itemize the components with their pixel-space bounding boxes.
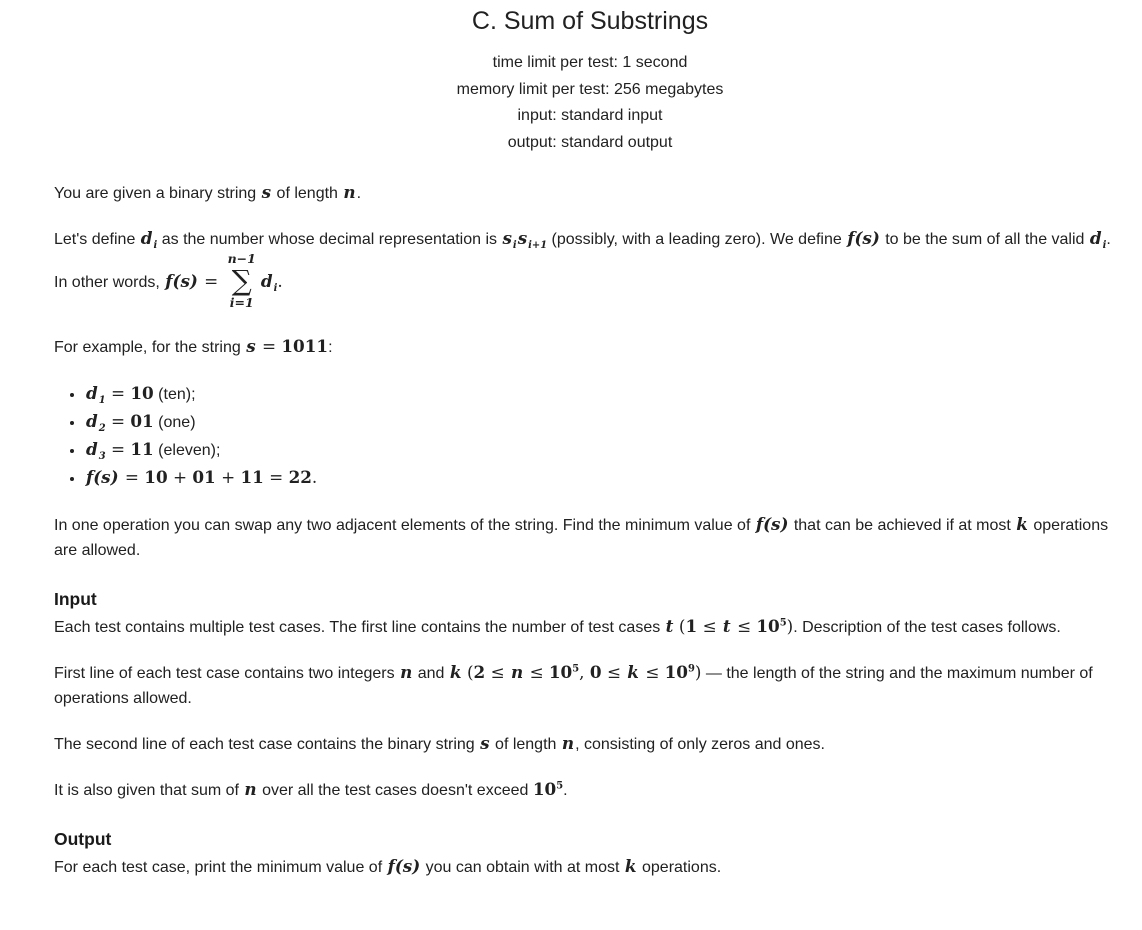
math-operator: =	[263, 467, 289, 487]
input-paragraph-3: The second line of each test case contains the binary string s of length n, consisting of only zeros and ones.	[54, 733, 825, 753]
definition-paragraph: Let's define $d_i$ as the number whose decimal representation is $s_is_{i+1}$ (possibly, with a leading zero). We define f(s) to be the sum of all the valid $d_i$. In other words, f(s) = n−1 ∑ i=1 $d_i$.	[54, 228, 1111, 310]
math-operator: ≤	[639, 662, 665, 682]
math-operator: ≤	[697, 616, 722, 636]
math-variable: n	[244, 779, 257, 799]
intro-paragraph: You are given a binary string s of length n.	[54, 182, 362, 202]
math-subscripted	[1089, 228, 1107, 252]
math-subscripted	[85, 383, 106, 407]
math-superscripted	[548, 662, 580, 682]
problem-statement	[54, 180, 1126, 880]
math-number: 10	[532, 779, 557, 799]
math-operator: .	[277, 271, 283, 292]
math-number: 1011	[281, 336, 329, 356]
math-variable: f(s)	[86, 467, 119, 487]
math-number: 10	[756, 616, 780, 636]
math-number: 10	[548, 662, 573, 682]
math-superscript: 5	[556, 780, 564, 792]
problem-title: C. Sum of Substrings	[471, 7, 709, 35]
math-variable: k	[627, 662, 639, 682]
problem-header	[54, 6, 1126, 156]
math-operator: (	[466, 662, 474, 682]
math-variable: n	[510, 662, 524, 682]
math-operator: =	[105, 411, 131, 431]
math-operator: ≤	[731, 616, 757, 636]
memory-limit: memory limit per test: 256 megabytes	[456, 80, 724, 98]
math-superscript: 5	[779, 617, 787, 629]
math-subscript: i+1	[528, 240, 548, 252]
math-number: 11	[240, 467, 264, 487]
math-variable: t	[665, 616, 674, 636]
math-operator: ≤	[524, 662, 549, 682]
math-superscripted	[664, 662, 695, 682]
math-subscript: i	[1102, 240, 1107, 252]
math-operator: +	[167, 467, 193, 487]
math-operator: =	[105, 439, 131, 459]
list-item	[85, 464, 1126, 492]
math-subscripted	[517, 228, 548, 252]
example-list	[54, 380, 1126, 492]
sigma-icon: ∑	[231, 264, 252, 297]
math-variable: d	[260, 271, 273, 292]
math-operator: )	[786, 616, 794, 636]
math-number: 01	[130, 411, 154, 431]
math-subscript: i	[512, 240, 517, 252]
math-number: 10	[130, 383, 154, 403]
math-variable: n	[400, 662, 413, 682]
math-variable: n	[343, 182, 356, 202]
math-variable: d	[86, 383, 98, 403]
math-subscript: i	[153, 240, 158, 252]
math-number: 2	[473, 662, 486, 682]
math-variable: s	[502, 228, 512, 248]
math-number: 11	[130, 439, 154, 459]
math-variable: d	[86, 411, 98, 431]
sum-upper-limit: n−1	[227, 251, 256, 266]
sum-lower-limit: i=1	[229, 295, 254, 310]
math-subscript: 2	[98, 423, 106, 435]
math-subscript: i	[273, 283, 278, 295]
math-subscripted	[140, 228, 158, 252]
input-heading: Input	[54, 589, 97, 609]
list-item: • $d_2 = 01$ (one)	[85, 408, 1126, 436]
math-subscripted	[85, 439, 106, 463]
math-superscript: 9	[687, 663, 695, 675]
math-subscript: 1	[98, 395, 106, 407]
math-operator: ,	[579, 662, 590, 682]
math-number: 10	[664, 662, 688, 682]
math-superscript: 5	[572, 663, 580, 675]
math-operator: =	[256, 336, 282, 356]
math-variable: s	[261, 182, 272, 202]
math-operator: (	[678, 616, 686, 636]
math-variable: n	[561, 733, 575, 753]
math-variable: d	[86, 439, 98, 459]
task-paragraph: In one operation you can swap any two adjacent elements of the string. Find the minimum value of f(s) that can be achieved if at most k operations are allowed.	[54, 514, 1109, 559]
list-item: • $d_3 = 11$ (eleven);	[85, 436, 1126, 464]
input-paragraph-2: First line of each test case contains two integers n and k ($2 \le n \le 10^5$, $0 \le k \le 10^9$) — the length of the string and the maximum number of operations allowed.	[54, 662, 1093, 707]
math-variable: k	[624, 856, 637, 876]
input-spec: input: standard input	[517, 107, 663, 124]
math-operator: ≤	[601, 662, 627, 682]
time-limit: time limit per test: 1 second	[492, 54, 688, 71]
example-intro-paragraph: For example, for the string s = 1011:	[54, 336, 333, 356]
output-spec: output: standard output	[507, 133, 673, 151]
math-operator: .	[311, 467, 318, 487]
math-operator: ≤	[485, 662, 510, 682]
math-number: 10	[144, 467, 168, 487]
math-number: 01	[192, 467, 216, 487]
math-variable: d	[1089, 228, 1102, 248]
math-subscripted	[260, 271, 278, 295]
math-variable: s	[517, 228, 528, 248]
math-operator: )	[694, 662, 702, 682]
input-paragraph-4: It is also given that sum of n over all the test cases doesn't exceed $10^5$.	[54, 779, 568, 799]
math-variable: f(s)	[755, 514, 789, 534]
math-subscripted	[85, 411, 106, 435]
math-variable: f(s)	[847, 228, 880, 248]
math-operator: +	[215, 467, 241, 487]
math-operator: =	[105, 383, 131, 403]
math-variable: s	[480, 733, 490, 753]
math-variable: f(s)	[165, 271, 198, 292]
math-variable: s	[246, 336, 256, 356]
input-paragraph-1: Each test contains multiple test cases. The first line contains the number of test cases t $(1 \le t \le 10^5)$. Description of the test cases follows.	[54, 616, 1061, 636]
math-number: 22	[288, 467, 312, 487]
math-variable: d	[140, 228, 153, 248]
math-variable: f(s)	[387, 856, 421, 876]
math-variable: k	[1016, 514, 1028, 534]
output-paragraph: For each test case, print the minimum value of f(s) you can obtain with at most k operations.	[54, 856, 722, 876]
sum-formula	[228, 252, 256, 310]
list-item: • $d_1 = 10$ (ten);	[85, 380, 1126, 408]
math-superscripted	[532, 779, 564, 799]
math-subscript: 3	[98, 451, 106, 463]
math-operator: =	[119, 467, 145, 487]
math-variable: t	[722, 616, 731, 636]
math-number: 0	[589, 662, 602, 682]
math-number: 1	[685, 616, 698, 636]
math-operator: =	[198, 271, 224, 292]
math-subscripted	[501, 228, 517, 252]
math-superscripted	[756, 616, 787, 636]
output-heading: Output	[54, 829, 112, 849]
math-variable: k	[449, 662, 462, 682]
